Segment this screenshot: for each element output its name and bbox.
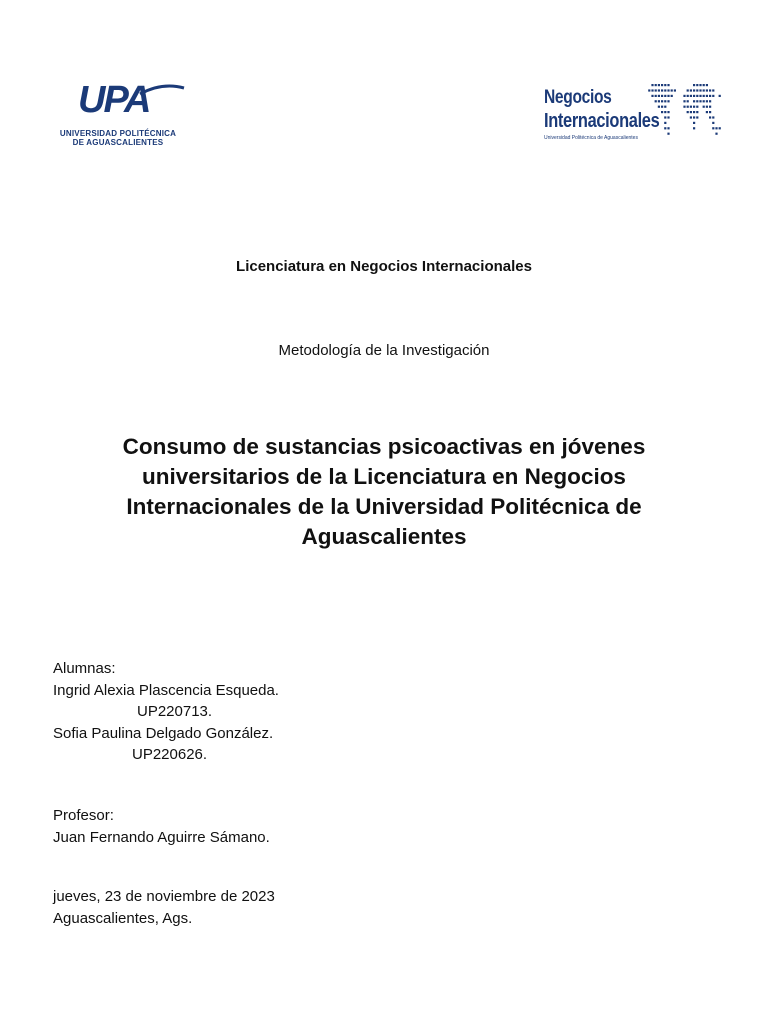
student-id: UP220713. (137, 703, 213, 720)
place: Aguascalientes, Ags. (53, 909, 193, 927)
title-line: Aguascalientes (301, 524, 467, 549)
ni-logo-word1: Negocios (544, 87, 612, 108)
professor-block (53, 805, 270, 848)
negocios-internacionales-logo (540, 84, 722, 146)
students-block (53, 658, 279, 766)
world-map-dots-icon (645, 84, 723, 142)
professor-name: Juan Fernando Aguirre Sámano. (53, 828, 270, 846)
professor-label: Profesor: (53, 807, 114, 824)
upa-logo-line2: DE AGUASCALIENTES (72, 138, 164, 147)
program-name: Licenciatura en Negocios Internacionales (236, 258, 532, 275)
upa-logo-mark (78, 80, 188, 118)
title-line: Internacionales de la Universidad Politécnica de (126, 494, 642, 519)
date: jueves, 23 de noviembre de 2023 (53, 888, 275, 905)
svg-text:UPA: UPA (78, 80, 150, 118)
upa-logo (52, 82, 184, 148)
ni-logo-subtitle: Universidad Politécnica de Aguascalientes (544, 135, 638, 141)
date-place-block (53, 886, 275, 929)
title-line: universitarios de la Licenciatura en Negocios (142, 464, 626, 489)
student-id: UP220626. (132, 746, 208, 763)
students-label: Alumnas: (53, 660, 116, 677)
student-name: Ingrid Alexia Plascencia Esqueda. (53, 681, 279, 699)
ni-logo-word2: Internacionales (544, 110, 660, 132)
document-title (84, 432, 684, 552)
student-name: Sofia Paulina Delgado González. (53, 724, 274, 742)
course-name: Metodología de la Investigación (278, 342, 490, 359)
upa-logo-line1: UNIVERSIDAD POLITÉCNICA (59, 129, 177, 138)
title-line: Consumo de sustancias psicoactivas en jóvenes (122, 434, 646, 459)
